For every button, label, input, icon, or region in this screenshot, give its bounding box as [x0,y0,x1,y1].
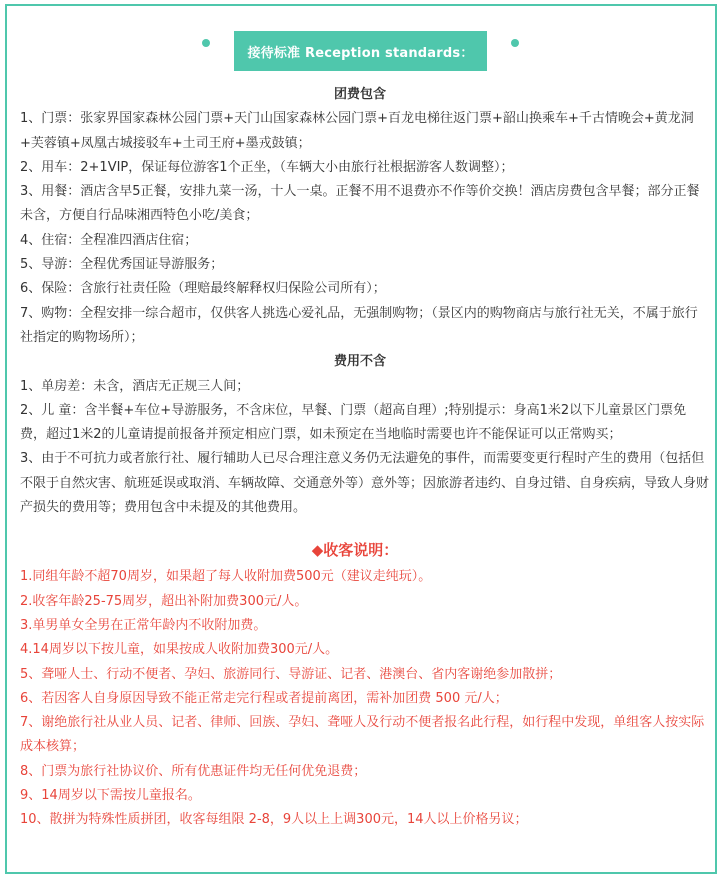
notes-item: 6、若因客人自身原因导致不能正常走完行程或者提前离团，需补加团费 500 元/人； [20,690,508,706]
notes-item: 5、聋哑人士、行动不便者、孕妇、旅游同行、导游证、记者、港澳台、省内客谢绝参加散拼； [20,666,562,682]
section-header: 接待标准 Reception standards： [234,31,487,71]
decorative-dot-left [202,39,210,47]
excluded-item: 3、由于不可抗力或者旅行社、履行辅助人已尽合理注意义务仍无法避免的事件，而需要变更行程时产生的费用（包括但不限于自然灾害、航班延误或取消、车辆故障、交通意外等）意外等；因旅游者违约、自身过错、自身疾病，导致人身财产损失的费用等；费用包含中未提及的其他费用。 [20,451,710,516]
main-content [20,83,710,833]
notes-title: ◆收客说明： [311,541,399,560]
included-item: 7、购物：全程安排一综合超市，仅供客人挑选心爱礼品，无强制购物；（景区内的购物商店与旅行社无关，不属于旅行社指定的购物场所）； [20,305,698,345]
included-item: 6、保险：含旅行社责任险（理赔最终解释权归保险公司所有）； [20,281,386,297]
notes-item: 8、门票为旅行社协议价、所有优惠证件均无任何优免退费； [20,763,367,779]
excluded-item: 2、儿 童：含半餐+车位+导游服务，不含床位，早餐、门票（超高自理）;特别提示：身高1米2以下儿童景区门票免费，超过1米2的儿童请提前报备并预定相应门票，如未预定在当地临时需要也许不能保证可以正常购买； [20,402,687,443]
included-item: 4、住宿：全程准四酒店住宿； [20,232,198,248]
excluded-item: 1、单房差：未含，酒店无正规三人间； [20,378,250,394]
included-item: 5、导游：全程优秀国证导游服务； [20,257,224,273]
notes-item: 10、散拼为特殊性质拼团，收客每组限 2-8，9人以上上调300元，14人以上价格另议； [20,812,528,828]
included-title: 团费包含 [333,87,386,102]
included-item: 3、用餐：酒店含早5正餐，安排九菜一汤，十人一桌。正餐不用不退费亦不作等价交换！酒店房费包含早餐；部分正餐未含，方便自行品味湘西特色小吃/美食； [20,184,700,224]
notes-item: 4.14周岁以下按儿童，如果按成人收附加费300元/人。 [20,642,339,658]
notes-item: 9、14周岁以下需按儿童报名。 [20,788,201,804]
notes-item: 7、谢绝旅行社从业人员、记者、律师、回族、孕妇、聋哑人及行动不便者报名此行程，如行程中发现，单组客人按实际成本核算； [20,715,705,755]
excluded-title: 费用不含 [333,354,386,370]
included-item: 1、门票：张家界国家森林公园门票+天门山国家森林公园门票+百龙电梯往返门票+韶山换乘车+千古情晚会+黄龙洞+芙蓉镇+凤凰古城接驳车+土司王府+墨戎鼓镇； [20,111,694,151]
included-item: 2、用车：2+1VIP，保证每位游客1个正坐，（车辆大小由旅行社根据游客人数调整）； [20,159,514,175]
decorative-dot-right [511,39,519,47]
notes-item: 2.收客年龄25-75周岁，超出补附加费300元/人。 [20,593,308,609]
notes-item: 3.单男单女全男在正常年龄内不收附加费。 [20,617,267,633]
notes-item: 1.同组年龄不超70周岁，如果超了每人收附加费500元（建议走纯玩）。 [20,569,432,585]
